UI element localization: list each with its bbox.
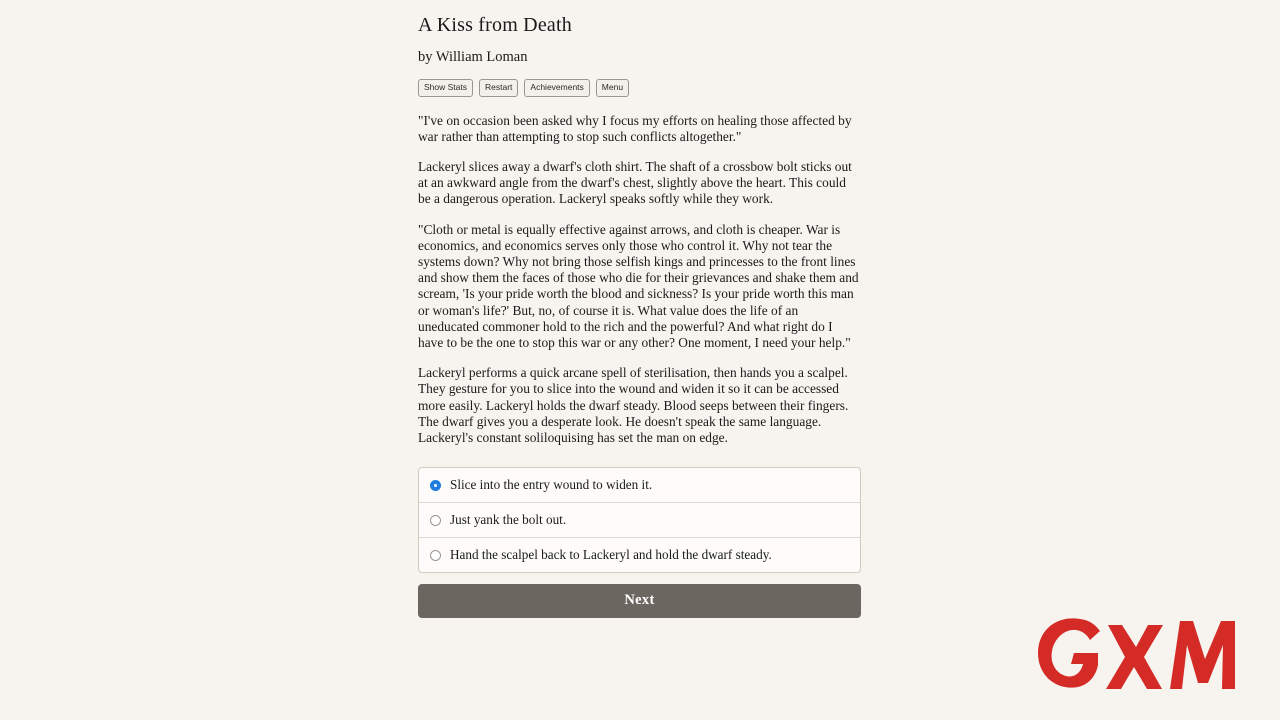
story-paragraph: "I've on occasion been asked why I focus my efforts on healing those affected by war rather than attempting to stop such conflicts altogether." [418,112,852,144]
choice-label: Slice into the entry wound to widen it. [450,477,653,493]
next-button[interactable]: Next [418,584,861,618]
radio-icon[interactable] [430,480,441,491]
choice-option-2[interactable] [419,503,860,538]
choice-label: Just yank the bolt out. [450,512,567,528]
story-paragraph: "Cloth or metal is equally effective against arrows, and cloth is cheaper. War is economics, and economics serves only those who control it. Why not tear the systems down? Why not bring those selfish kings and princesses to the front lines and show them the faces of those who die for their grievances and shake them and scream, 'Is your pride worth the blood and sickness? Is your pride worth this man or woman's life?' But, no, of course it is. What value does the life of an uneducated commoner hold to the rich and the powerful? And what right do I have to be the one to stop this war or any other? One moment, I need your help." [418,221,859,350]
radio-icon[interactable] [430,515,441,526]
gxm-watermark [1030,607,1250,702]
page-title: A Kiss from Death [418,14,572,36]
radio-icon[interactable] [430,550,441,561]
author-byline: by William Loman [418,49,528,65]
restart-button[interactable]: Restart [479,79,518,97]
story-column [418,0,861,618]
choice-option-1[interactable] [419,468,860,503]
choice-list [418,467,861,573]
story-paragraph: Lackeryl performs a quick arcane spell of sterilisation, then hands you a scalpel. They gesture for you to slice into the wound and widen it so it can be accessed more easily. Lackeryl holds the dwarf steady. Blood seeps between their fingers. The dwarf gives you a desperate look. He doesn't speak the same language. Lackeryl's constant soliloquising has set the man on edge. [418,365,849,445]
choice-label: Hand the scalpel back to Lackeryl and hold the dwarf steady. [450,547,772,563]
story-paragraph: Lackeryl slices away a dwarf's cloth shirt. The shaft of a crossbow bolt sticks out at an awkward angle from the dwarf's chest, slightly above the heart. This could be a dangerous operation. Lackeryl speaks softly while they work. [418,158,852,207]
show-stats-button[interactable]: Show Stats [418,79,473,97]
game-toolbar [418,79,861,97]
menu-button[interactable]: Menu [596,79,629,97]
choice-option-3[interactable] [419,538,860,572]
achievements-button[interactable]: Achievements [524,79,589,97]
